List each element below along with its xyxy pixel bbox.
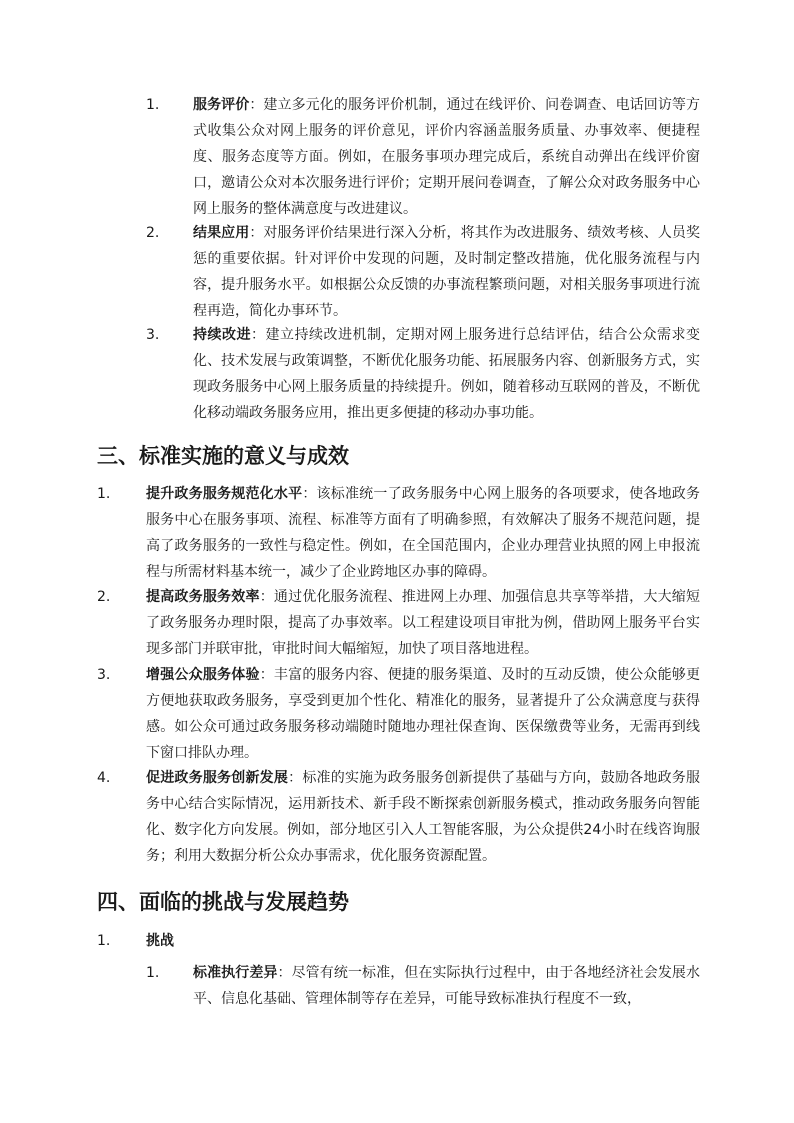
item-title: 服务评价 xyxy=(193,97,250,113)
list-number: 4. xyxy=(97,770,111,786)
item-title: 提升政务服务规范化水平 xyxy=(146,486,303,502)
list-text: 持续改进：建立持续改进机制，定期对网上服务进行总结评估，结合公众需求变化、技术发展与政策调整，不断优化服务功能、拓展服务内容、创新服务方式，实现政务服务中心网上服务质量的持续提升。例如，随着移动互联网的普及，不断优化移动端政务服务应用，推出更多便捷的移动办事功能。 xyxy=(193,327,700,421)
section-heading: 三、标准实施的意义与成效 xyxy=(97,444,349,468)
list-number: 1. xyxy=(146,965,160,981)
list-number: 1. xyxy=(97,933,111,949)
item-title: 标准执行差异 xyxy=(193,965,278,981)
list-text: 结果应用：对服务评价结果进行深入分析，将其作为改进服务、绩效考核、人员奖惩的重要依据。针对评价中发现的问题，及时制定整改措施，优化服务流程与内容，提升服务水平。如根据公众反馈的办事流程繁琐问题，对相关服务事项进行流程再造，简化办事环节。 xyxy=(193,225,700,319)
list-number: 1. xyxy=(97,486,111,502)
section-heading: 四、面临的挑战与发展趋势 xyxy=(97,890,349,914)
list-text xyxy=(146,928,700,954)
list-text: 增强公众服务体验：丰富的服务内容、便捷的服务渠道、及时的互动反馈，使公众能够更方便地获取政务服务，享受到更加个性化、精准化的服务，显著提升了公众满意度与获得感。如公众可通过政务服务移动端随时随地办理社保查询、医保缴费等业务，无需再到线下窗口排队办理。 xyxy=(146,667,701,761)
item-title: 增强公众服务体验 xyxy=(146,667,260,683)
list-text: 提高政务服务效率：通过优化服务流程、推进网上办理、加强信息共享等举措，大大缩短了政务服务办理时限，提高了办事效率。以工程建设项目审批为例，借助网上服务平台实现多部门并联审批，审批时间大幅缩短，加快了项目落地进程。 xyxy=(146,589,701,657)
item-title: 持续改进 xyxy=(193,327,251,343)
list-number: 3. xyxy=(146,327,160,343)
item-title: 挑战 xyxy=(146,933,174,949)
list-number: 2. xyxy=(146,225,160,241)
list-text: 标准执行差异：尽管有统一标准，但在实际执行过程中，由于各地经济社会发展水平、信息化基础、管理体制等存在差异，可能导致标准执行程度不一致， xyxy=(193,965,700,1007)
list-number: 1. xyxy=(146,97,160,113)
list-number: 3. xyxy=(97,667,111,683)
item-title: 促进政务服务创新发展 xyxy=(146,770,289,786)
list-text: 服务评价：建立多元化的服务评价机制，通过在线评价、问卷调查、电话回访等方式收集公众对网上服务的评价意见，评价内容涵盖服务质量、办事效率、便捷程度、服务态度等方面。例如，在服务事项办理完成后，系统自动弹出在线评价窗口，邀请公众对本次服务进行评价；定期开展问卷调查，了解公众对政务服务中心网上服务的整体满意度与改进建议。 xyxy=(193,97,700,217)
list-text: 促进政务服务创新发展：标准的实施为政务服务创新提供了基础与方向，鼓励各地政务服务中心结合实际情况，运用新技术、新手段不断探索创新服务模式，推动政务服务向智能化、数字化方向发展。例如，部分地区引入人工智能客服，为公众提供24小时在线咨询服务；利用大数据分析公众办事需求，优化服务资源配置。 xyxy=(146,770,701,864)
item-title: 结果应用 xyxy=(193,225,250,241)
list-text: 提升政务服务规范化水平：该标准统一了政务服务中心网上服务的各项要求，使各地政务服务中心在服务事项、流程、标准等方面有了明确参照，有效解决了服务不规范问题，提高了政务服务的一致性与稳定性。例如，在全国范围内，企业办理营业执照的网上申报流程与所需材料基本统一，减少了企业跨地区办事的障碍。 xyxy=(146,486,701,580)
item-title: 提高政务服务效率 xyxy=(146,589,260,605)
list-number: 2. xyxy=(97,589,111,605)
